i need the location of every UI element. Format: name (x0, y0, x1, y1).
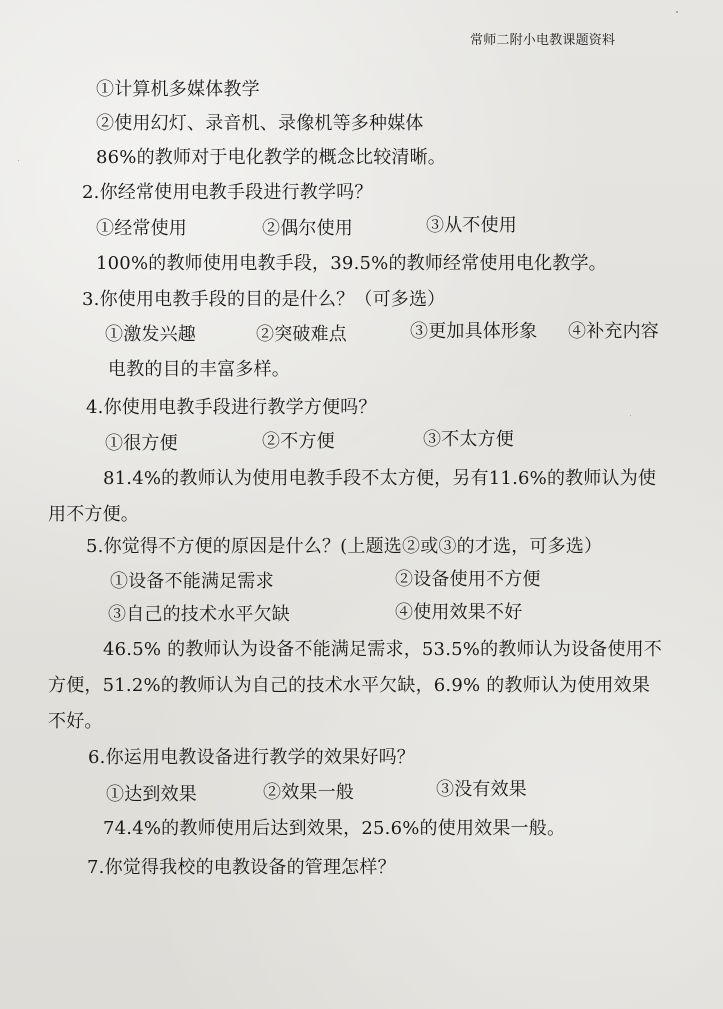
question-5: 5.你觉得不方便的原因是什么？(上题选②或③的才选，可多选） (86, 536, 603, 557)
q4-option-1: ①很方便 (105, 433, 178, 454)
question-3: 3.你使用电教手段的目的是什么？（可多选） (82, 289, 446, 310)
q5-option-1: ①设备不能满足需求 (110, 571, 274, 592)
summary-1: 86%的教师对于电化教学的概念比较清晰。 (96, 147, 447, 168)
question-4: 4.你使用电教手段进行教学方便吗？ (86, 397, 377, 418)
summary-5-line-2: 方便，51.2%的教师认为自己的技术水平欠缺，6.9% 的教师认为使用效果 (48, 675, 651, 696)
q3-option-4: ④补充内容 (568, 321, 659, 342)
summary-5-line-3: 不好。 (48, 711, 103, 732)
q2-option-1: ①经常使用 (96, 218, 187, 239)
q3-option-1: ①激发兴趣 (105, 324, 196, 345)
summary-4-line-1: 81.4%的教师认为使用电教手段不太方便，另有11.6%的教师认为使 (103, 468, 657, 489)
summary-6: 74.4%的教师使用后达到效果，25.6%的使用效果一般。 (103, 818, 566, 839)
option-1: ①计算机多媒体教学 (96, 79, 260, 100)
dust-speck (18, 160, 19, 161)
q4-option-3: ③不太方便 (423, 429, 514, 450)
summary-2: 100%的教师使用电教手段，39.5%的教师经常使用电化教学。 (96, 253, 607, 274)
option-2: ②使用幻灯、录音机、录像机等多种媒体 (96, 113, 424, 134)
summary-3: 电教的目的丰富多样。 (108, 359, 290, 380)
q6-option-3: ③没有效果 (436, 779, 527, 800)
q3-option-3: ③更加具体形象 (410, 321, 538, 342)
dust-speck (676, 11, 678, 13)
question-6: 6.你运用电教设备进行教学的效果好吗？ (88, 747, 415, 768)
q6-option-1: ①达到效果 (106, 784, 197, 805)
q5-option-3: ③自己的技术水平欠缺 (108, 604, 290, 625)
question-7: 7.你觉得我校的电教设备的管理怎样？ (87, 857, 396, 878)
q6-option-2: ②效果一般 (263, 782, 354, 803)
q5-option-2: ②设备使用不方便 (395, 569, 541, 590)
page-header: 常师二附小电教课题资料 (470, 33, 616, 48)
q2-option-2: ②偶尔使用 (262, 218, 353, 239)
q3-option-2: ②突破难点 (256, 324, 347, 345)
summary-4-line-2: 用不方便。 (48, 504, 139, 525)
q5-option-4: ④使用效果不好 (395, 602, 523, 623)
dust-speck (630, 415, 631, 416)
question-2: 2.你经常使用电教手段进行教学吗？ (82, 182, 373, 203)
q2-option-3: ③从不使用 (426, 215, 517, 236)
q4-option-2: ②不方便 (262, 431, 335, 452)
summary-5-line-1: 46.5% 的教师认为设备不能满足需求，53.5%的教师认为设备使用不 (103, 639, 663, 660)
